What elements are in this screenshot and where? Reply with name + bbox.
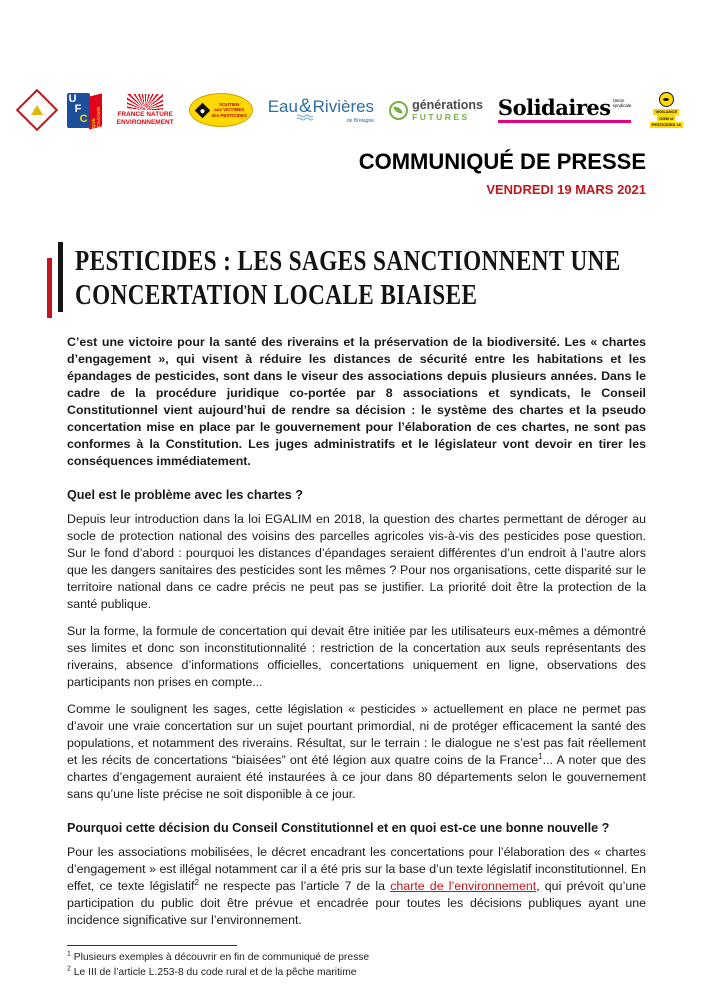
document-title-line1: PESTICIDES : LES SAGES SANCTIONNENT UNE <box>75 245 621 277</box>
paragraph-4-text-c: , qui prévoit qu’une participation du public doit être prévue et encadrée pour toutes les décisions publiques ayant une incidence significative sur l’environnement. <box>67 879 647 927</box>
intro-paragraph: C’est une victoire pour la santé des riverains et la préservation de la biodiversité. Les « chartes d’engagement », qui visent à réduire les distances de sécurité entre les habitations et les épandages de pesticides, sont dans le viseur des associations depuis plusieurs années. Dans le cadre de la procédure juridique co-portée par 8 associations et syndicats, le Conseil Constitutionnel vient aujourd’hui de rendre sa décision : le système des chartes et la pseudo concertation mise en place par le gouvernement pour l’élaboration de ces chartes, ne sont pas conformes à la Constitution. Les juges administratifs et le législateur vont devoir en tirer les conséquences immédiatement. <box>67 335 646 468</box>
vigilance-badge-icon <box>659 92 674 107</box>
hazard-diamond-icon <box>194 102 210 118</box>
title-block <box>47 242 646 318</box>
footnote-separator <box>67 945 237 946</box>
paragraph-3-text-b: ... A noter que des chartes d’engagement auraient été instaurées à ce jour dans 80 départements selon le gouvernement sans qu’une liste précise ne soit disponible à ce jour. <box>67 753 646 801</box>
press-release-header <box>67 149 646 198</box>
red-accent-bar <box>47 258 52 318</box>
vig-label-line2: OGM et <box>659 115 674 121</box>
footnote-ref-2: 2 <box>194 877 199 887</box>
footnote-2-text: Le III de l’article L.253-8 du code rural et de la pêche maritime <box>73 966 357 978</box>
paragraph-3-text-a: Comme le soulignent les sages, cette législation « pesticides » actuellement en place ne permet pas d’avoir une vraie concertation sur un sujet pourtant primordial, ni de protéger efficacement la santé des populations, et notamment des riverains. Résultat, sur le terrain : le dialogue ne s’est pas fait réellement et les récits de concertations “biaisées” ont été légion aux quatre coins de la France <box>67 702 646 767</box>
amlp-diamond-icon <box>15 89 57 131</box>
er-word-eau: Eau <box>267 97 298 116</box>
paragraph-1: Depuis leur introduction dans la loi EGALIM en 2018, la question des chartes permettant de déroger au socle de protection national des voisins des parcelles agricoles vis-à-vis des pesticides pose question. Sur le fond d’abord : pourquoi les distances d’épandages seraient différentes d’un endroit à l’autre alors que les dangers sanitaires des pesticides sont les mêmes ? Pour nos organisations, cette disparité sur le territoire national dans ce cadre précis ne peut pas se justifier. La priorité doit être la protection de la santé publique. <box>67 512 646 611</box>
generations-futures-logo <box>389 99 483 122</box>
alerte-medecins-pesticides-logo <box>22 95 52 125</box>
sol-sub-line1: Union <box>612 98 625 103</box>
eau-et-rivieres-logo <box>268 96 374 124</box>
flask-icon <box>31 105 43 115</box>
paragraph-4-text-a: Pour les associations mobilisées, le décret encadrant les concertations pour l’élaboration des « chartes d’engagement » est illégal notamment car il a été pris sur la base d’un texte législatif inconstitutionnel. En effet, ce texte législatif <box>67 845 646 893</box>
body-text <box>67 334 646 980</box>
paragraph-4-text-b: ne respecte pas l’article 7 de la <box>198 879 391 893</box>
leaf-icon <box>389 101 408 120</box>
er-word-rivieres: Rivières <box>312 97 375 116</box>
gf-label-line1: générations <box>412 97 483 112</box>
charte-environnement-link[interactable]: charte de l’environnement <box>390 879 537 893</box>
document-title <box>75 244 621 318</box>
gf-label-line2: FUTURES <box>412 111 470 122</box>
footnote-1-text: Plusieurs exemples à découvrir en fin de communiqué de presse <box>73 952 370 963</box>
black-accent-bar <box>58 242 63 312</box>
footnote-2 <box>67 966 646 981</box>
hedgehog-icon <box>127 94 163 110</box>
footnote-1 <box>67 951 646 966</box>
waves-icon <box>297 114 313 122</box>
sol-sub-line2: syndicale <box>612 103 632 108</box>
section1-heading: Quel est le problème avec les chartes ? <box>67 488 303 502</box>
document-title-line2: CONCERTATION LOCALE BIAISEE <box>75 279 478 311</box>
fne-label-line1: FRANCE NATURE <box>117 111 173 118</box>
paragraph-2: Sur la forme, la formule de concertation qui devait être initiée par les utilisateurs eux-mêmes a démontré ses limites et donc son inconstitutionnalité : restriction de la concertation aux seuls représentants des riverains, absence d’informations officielles, concertations uniquement en ligne, observations des participants non prises en compte... <box>67 624 646 689</box>
soutien-victimes-pesticides-logo <box>189 93 253 127</box>
ufc-side-label: QUE CHOISIR <box>90 105 101 129</box>
footnote-ref-1: 1 <box>538 751 543 761</box>
er-ampersand: & <box>298 96 312 117</box>
footnotes <box>67 945 646 980</box>
ufc-letter-c: C <box>79 112 88 125</box>
solidaires-wordmark: Solidaires <box>497 95 611 120</box>
partner-logos-banner <box>0 86 708 134</box>
solidaires-underline <box>498 120 631 123</box>
svp-label-line3: des PESTICIDES <box>211 112 248 118</box>
fne-label-line2: ENVIRONNEMENT <box>116 118 174 126</box>
svp-label-line1: SOUTIEN <box>219 101 240 107</box>
svp-label-line2: aux VICTIMES <box>214 107 245 113</box>
section2-heading: Pourquoi cette décision du Conseil Constitutionnel et en quoi est-ce une bonne nouvelle ? <box>67 821 610 835</box>
er-sub-label: de Bretagne <box>346 118 375 124</box>
paragraph-4 <box>67 844 646 929</box>
ufc-letter-u: U <box>68 92 77 105</box>
ufc-letter-f: F <box>74 102 82 115</box>
solidaires-logo <box>498 97 631 123</box>
vigilance-ogm-pesticides-logo <box>646 92 686 128</box>
ufc-box-icon <box>67 93 102 128</box>
vig-label-line1: VIGILANCE <box>655 109 678 115</box>
ufc-que-choisir-logo <box>67 93 102 128</box>
footnote-1-marker: 1 <box>67 950 71 958</box>
communique-kicker: COMMUNIQUÉ DE PRESSE <box>358 149 646 174</box>
footnote-2-marker: 2 <box>67 965 71 973</box>
france-nature-environnement-logo <box>117 94 174 126</box>
release-date: VENDREDI 19 MARS 2021 <box>486 182 646 197</box>
paragraph-3 <box>67 701 646 803</box>
vig-label-line3: PESTICIDES 16 <box>651 122 682 128</box>
